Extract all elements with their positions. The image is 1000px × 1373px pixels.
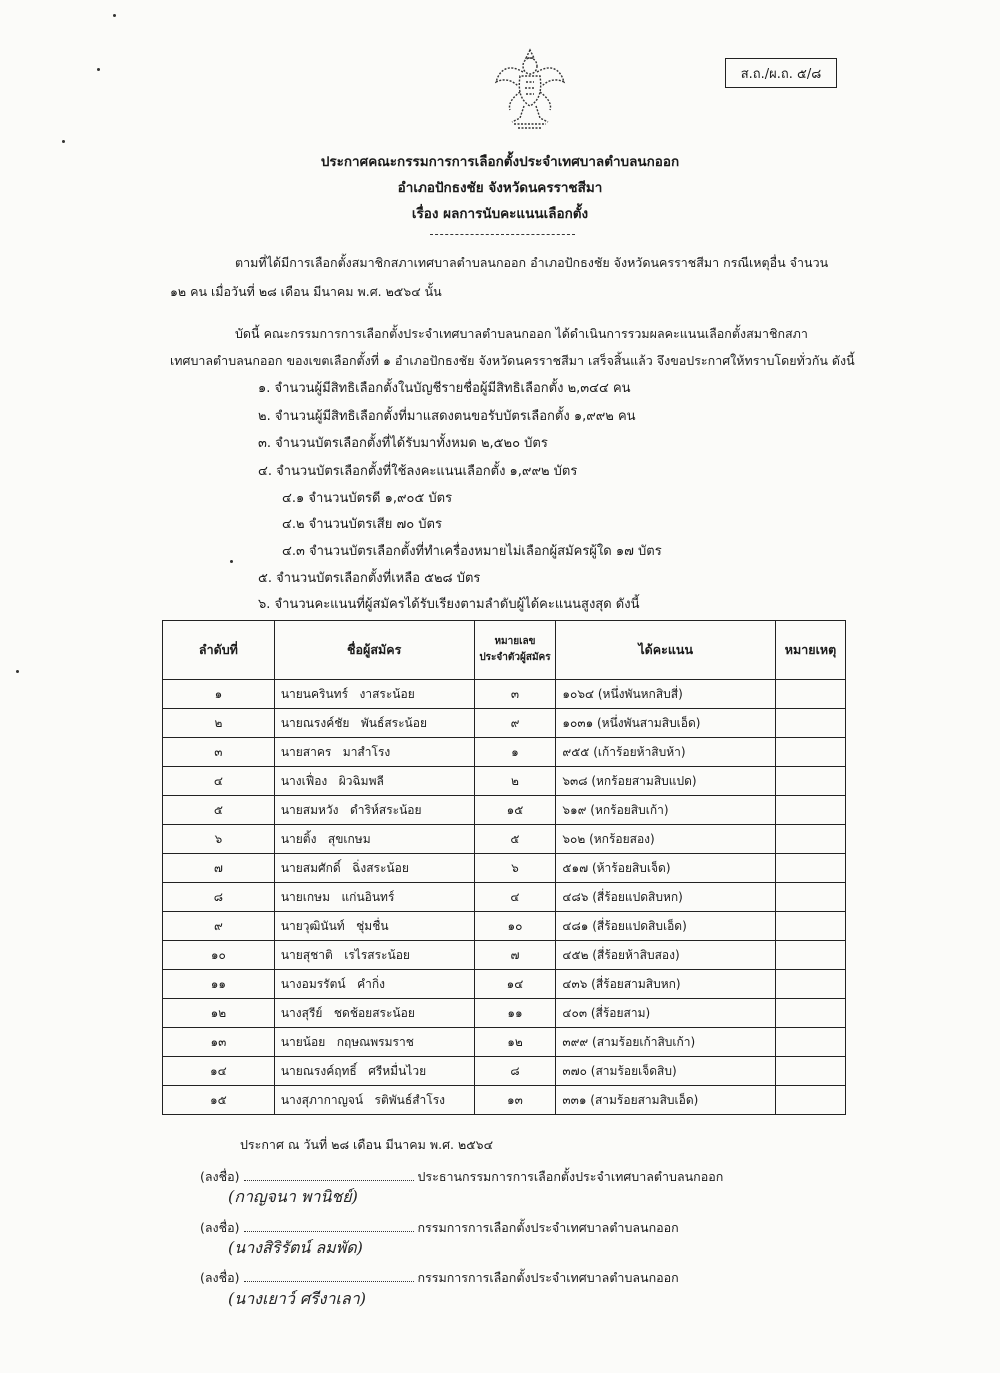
candidate-last-name: สุขเกษม <box>327 831 371 846</box>
candidate-last-name: แก่นอินทร์ <box>341 889 395 904</box>
title-subject: เรื่อง ผลการนับคะแนนเลือกตั้ง <box>411 206 589 222</box>
cell-score: ๕๑๗ (ห้าร้อยสิบเจ็ด) <box>556 854 776 883</box>
table-row <box>163 709 846 738</box>
header-remark: หมายเหตุ <box>775 621 845 680</box>
candidate-last-name: เรไรสระน้อย <box>344 947 410 962</box>
cell-rank: ๑๔ <box>163 1057 275 1086</box>
header-separator <box>430 234 575 235</box>
title-line-2: อำเภอปักธงชัย จังหวัดนครราชสีมา <box>397 180 603 196</box>
cell-candidate-name <box>274 1057 474 1086</box>
cell-candidate-name <box>274 680 474 709</box>
cell-remark <box>775 825 845 854</box>
table-row <box>163 999 846 1028</box>
handwritten-name: กาญจนา พานิชย์ <box>234 1187 352 1206</box>
cell-remark <box>775 1057 845 1086</box>
cell-candidate-name <box>274 709 474 738</box>
candidate-first-name: นายณรงค์ชัย <box>280 715 350 730</box>
cell-candidate-number: ๔ <box>474 883 556 912</box>
header-number-line-2: ประจำตัวผู้สมัคร <box>479 652 551 663</box>
candidate-last-name: ฉิ่งสระน้อย <box>352 860 409 875</box>
signer-role: ประธานกรรมการการเลือกตั้งประจำเทศบาลตำบลนกออก <box>417 1169 724 1184</box>
handwritten-name: นางสิริรัตน์ ลมพัด <box>234 1238 357 1257</box>
item-no-vote-ballots: ๔.๓ จำนวนบัตรเลือกตั้งที่ทำเครื่องหมายไม่เลือกผู้สมัครผู้ใด ๑๗ บัตร <box>282 544 662 559</box>
cell-rank: ๑๑ <box>163 970 275 999</box>
table-row <box>163 1086 846 1115</box>
cell-score: ๔๘๖ (สี่ร้อยแปดสิบหก) <box>556 883 776 912</box>
table-row <box>163 1028 846 1057</box>
candidate-last-name: มาสำโรง <box>342 744 391 759</box>
title-line-1: ประกาศคณะกรรมการการเลือกตั้งประจำเทศบาลตำบลนกออก <box>320 154 680 170</box>
table-row <box>163 1057 846 1086</box>
cell-score: ๔๐๓ (สี่ร้อยสาม) <box>556 999 776 1028</box>
cell-score: ๖๑๙ (หกร้อยสิบเก้า) <box>556 796 776 825</box>
cell-candidate-number: ๕ <box>474 825 556 854</box>
candidate-first-name: นางอมรรัตน์ <box>280 976 346 991</box>
cell-score: ๓๓๑ (สามร้อยสามสิบเอ็ด) <box>556 1086 776 1115</box>
header-candidate-number <box>474 621 556 680</box>
item-eligible-voters: ๑. จำนวนผู้มีสิทธิเลือกตั้งในบัญชีรายชื่อผู้มีสิทธิเลือกตั้ง ๒,๓๔๔ คน <box>258 381 631 396</box>
candidate-last-name: ศรีหมื่นไวย <box>368 1063 427 1078</box>
cell-score: ๔๕๒ (สี่ร้อยห้าสิบสอง) <box>556 941 776 970</box>
candidate-last-name: ชุ่มชื่น <box>356 918 389 933</box>
cell-score: ๙๕๕ (เก้าร้อยห้าสิบห้า) <box>556 738 776 767</box>
scan-speck <box>97 68 100 71</box>
cell-remark <box>775 709 845 738</box>
table-row <box>163 970 846 999</box>
table-row <box>163 941 846 970</box>
candidate-first-name: นายน้อย <box>280 1034 326 1049</box>
scan-speck <box>113 14 116 17</box>
cell-candidate-name <box>274 738 474 767</box>
cell-candidate-name <box>274 941 474 970</box>
candidate-last-name: งาสระน้อย <box>359 686 415 701</box>
cell-candidate-number: ๖ <box>474 854 556 883</box>
cell-remark <box>775 854 845 883</box>
cell-rank: ๓ <box>163 738 275 767</box>
intro-line-2: ๑๒ คน เมื่อวันที่ ๒๘ เดือน มีนาคม พ.ศ. ๒๕๖๔ นั้น <box>170 284 442 299</box>
cell-candidate-name <box>274 1086 474 1115</box>
table-row <box>163 738 846 767</box>
sign-label: (ลงชื่อ) <box>200 1169 240 1184</box>
announcement-date: ประกาศ ณ วันที่ ๒๘ เดือน มีนาคม พ.ศ. ๒๕๖๔ <box>240 1137 494 1152</box>
cell-score: ๖๐๒ (หกร้อยสอง) <box>556 825 776 854</box>
table-row <box>163 825 846 854</box>
table-row <box>163 912 846 941</box>
item-ballots-used: ๔. จำนวนบัตรเลือกตั้งที่ใช้ลงคะแนนเลือกตั้ง ๑,๙๙๒ บัตร <box>258 464 578 479</box>
cell-remark <box>775 1028 845 1057</box>
signature-line <box>244 1231 414 1232</box>
cell-score: ๔๘๑ (สี่ร้อยแปดสิบเอ็ด) <box>556 912 776 941</box>
cell-candidate-name <box>274 883 474 912</box>
header-rank: ลำดับที่ <box>163 621 275 680</box>
cell-rank: ๗ <box>163 854 275 883</box>
body-line-2: เทศบาลตำบลนกออก ของเขตเลือกตั้งที่ ๑ อำเภอปักธงชัย จังหวัดนครราชสีมา เสร็จสิ้นแล้ว จึงขอประกาศให้ทราบโดยทั่วกัน ดังนี้ <box>170 353 855 368</box>
signer-role: กรรมการการเลือกตั้งประจำเทศบาลตำบลนกออก <box>417 1270 679 1285</box>
cell-candidate-name <box>274 912 474 941</box>
cell-remark <box>775 796 845 825</box>
signature-block-3 <box>200 1268 679 1288</box>
scan-speck <box>62 140 65 143</box>
signature-block-2 <box>200 1218 679 1238</box>
cell-rank: ๑๕ <box>163 1086 275 1115</box>
cell-rank: ๑๓ <box>163 1028 275 1057</box>
cell-rank: ๑๒ <box>163 999 275 1028</box>
candidate-first-name: นางสุรีย์ <box>280 1005 323 1020</box>
cell-candidate-name <box>274 970 474 999</box>
cell-rank: ๔ <box>163 767 275 796</box>
item-candidate-scores: ๖. จำนวนคะแนนที่ผู้สมัครได้รับเรียงตามลำดับผู้ได้คะแนนสูงสุด ดังนี้ <box>258 597 640 612</box>
candidate-first-name: นายเกษม <box>280 889 330 904</box>
cell-candidate-number: ๘ <box>474 1057 556 1086</box>
item-ballots-received: ๓. จำนวนบัตรเลือกตั้งที่ได้รับมาทั้งหมด ๒,๕๒๐ บัตร <box>258 436 548 451</box>
cell-remark <box>775 970 845 999</box>
candidate-last-name: คำกิ่ง <box>357 976 385 991</box>
signer-name-3: (นางเยาว์ ศรีงาเลา) <box>228 1289 366 1308</box>
candidate-first-name: นางสุภากาญจน์ <box>280 1092 364 1107</box>
signature-block-1 <box>200 1167 723 1187</box>
table-row <box>163 883 846 912</box>
cell-candidate-name <box>274 999 474 1028</box>
cell-remark <box>775 941 845 970</box>
cell-candidate-number: ๑๔ <box>474 970 556 999</box>
candidate-first-name: นายณรงค์ฤทธิ์ <box>280 1063 357 1078</box>
item-voters-attended: ๒. จำนวนผู้มีสิทธิเลือกตั้งที่มาแสดงตนขอรับบัตรเลือกตั้ง ๑,๙๙๒ คน <box>258 409 636 424</box>
cell-score: ๑๐๖๔ (หนึ่งพันหกสิบสี่) <box>556 680 776 709</box>
signer-name-1: (กาญจนา พานิชย์) <box>228 1187 358 1206</box>
table-row <box>163 767 846 796</box>
cell-rank: ๑๐ <box>163 941 275 970</box>
cell-remark <box>775 999 845 1028</box>
cell-candidate-name <box>274 1028 474 1057</box>
cell-candidate-number: ๑๑ <box>474 999 556 1028</box>
cell-candidate-number: ๗ <box>474 941 556 970</box>
candidate-last-name: รติพันธ์สำโรง <box>374 1092 446 1107</box>
table-header-row <box>163 621 846 680</box>
candidate-first-name: นายวุฒินันท์ <box>280 918 345 933</box>
cell-remark <box>775 1086 845 1115</box>
cell-remark <box>775 680 845 709</box>
candidate-first-name: นายสมศักดิ์ <box>280 860 341 875</box>
scan-speck <box>230 560 233 563</box>
item-remaining-ballots: ๕. จำนวนบัตรเลือกตั้งที่เหลือ ๕๒๘ บัตร <box>258 571 481 586</box>
signature-line <box>244 1180 414 1181</box>
cell-candidate-name <box>274 854 474 883</box>
cell-candidate-number: ๑๓ <box>474 1086 556 1115</box>
candidate-last-name: ดำริห์สระน้อย <box>349 802 422 817</box>
cell-rank: ๒ <box>163 709 275 738</box>
cell-candidate-number: ๑ <box>474 738 556 767</box>
cell-score: ๑๐๓๑ (หนึ่งพันสามสิบเอ็ด) <box>556 709 776 738</box>
table-row <box>163 680 846 709</box>
table-row <box>163 854 846 883</box>
signature-line <box>244 1281 414 1282</box>
results-table <box>162 620 846 1115</box>
cell-candidate-number: ๑๒ <box>474 1028 556 1057</box>
cell-remark <box>775 883 845 912</box>
cell-rank: ๕ <box>163 796 275 825</box>
cell-score: ๖๓๘ (หกร้อยสามสิบแปด) <box>556 767 776 796</box>
cell-score: ๔๓๖ (สี่ร้อยสามสิบหก) <box>556 970 776 999</box>
table-row <box>163 796 846 825</box>
candidate-first-name: นางเฟื่อง <box>280 773 328 788</box>
handwritten-name: นางเยาว์ ศรีงาเลา <box>234 1289 360 1308</box>
signer-name-2: (นางสิริรัตน์ ลมพัด) <box>228 1238 363 1257</box>
cell-candidate-number: ๑๐ <box>474 912 556 941</box>
cell-candidate-name <box>274 796 474 825</box>
header-score: ได้คะแนน <box>556 621 776 680</box>
sign-label: (ลงชื่อ) <box>200 1270 240 1285</box>
candidate-last-name: กฤษณพรมราช <box>336 1034 414 1049</box>
form-code-box <box>725 58 837 88</box>
cell-remark <box>775 767 845 796</box>
cell-rank: ๘ <box>163 883 275 912</box>
candidate-last-name: ชดช้อยสระน้อย <box>333 1005 415 1020</box>
item-good-ballots: ๔.๑ จำนวนบัตรดี ๑,๙๐๕ บัตร <box>282 491 453 506</box>
scan-speck <box>16 670 19 673</box>
cell-rank: ๑ <box>163 680 275 709</box>
cell-candidate-number: ๑๕ <box>474 796 556 825</box>
cell-rank: ๖ <box>163 825 275 854</box>
cell-score: ๓๙๙ (สามร้อยเก้าสิบเก้า) <box>556 1028 776 1057</box>
candidate-first-name: นายสาคร <box>280 744 332 759</box>
candidate-first-name: นายสุชาติ <box>280 947 333 962</box>
cell-rank: ๙ <box>163 912 275 941</box>
candidate-first-name: นายสมหวัง <box>280 802 339 817</box>
cell-remark <box>775 912 845 941</box>
candidate-last-name: ผิวฉิมพลี <box>338 773 384 788</box>
cell-candidate-number: ๒ <box>474 767 556 796</box>
cell-candidate-name <box>274 825 474 854</box>
candidate-first-name: นายติ้ง <box>280 831 317 846</box>
form-code: ส.ถ./ผ.ถ. ๕/๘ <box>740 66 822 82</box>
item-spoiled-ballots: ๔.๒ จำนวนบัตรเสีย ๗๐ บัตร <box>282 517 442 532</box>
header-candidate-name: ชื่อผู้สมัคร <box>274 621 474 680</box>
header-number-line-1: หมายเลข <box>494 636 536 647</box>
cell-candidate-name <box>274 767 474 796</box>
intro-line-1: ตามที่ได้มีการเลือกตั้งสมาชิกสภาเทศบาลตำบลนกออก อำเภอปักธงชัย จังหวัดนครราชสีมา กรณีเหตุอื่น จำนวน <box>235 255 829 270</box>
cell-remark <box>775 738 845 767</box>
garuda-emblem-icon <box>490 42 570 134</box>
candidate-last-name: พันธ์สระน้อย <box>360 715 427 730</box>
cell-candidate-number: ๓ <box>474 680 556 709</box>
cell-candidate-number: ๙ <box>474 709 556 738</box>
candidate-first-name: นายนครินทร์ <box>280 686 349 701</box>
sign-label: (ลงชื่อ) <box>200 1220 240 1235</box>
body-line-1: บัดนี้ คณะกรรมการการเลือกตั้งประจำเทศบาลตำบลนกออก ได้ดำเนินการรวมผลคะแนนเลือกตั้งสมาชิกสภา <box>235 326 808 341</box>
signer-role: กรรมการการเลือกตั้งประจำเทศบาลตำบลนกออก <box>417 1220 679 1235</box>
cell-score: ๓๗๐ (สามร้อยเจ็ดสิบ) <box>556 1057 776 1086</box>
